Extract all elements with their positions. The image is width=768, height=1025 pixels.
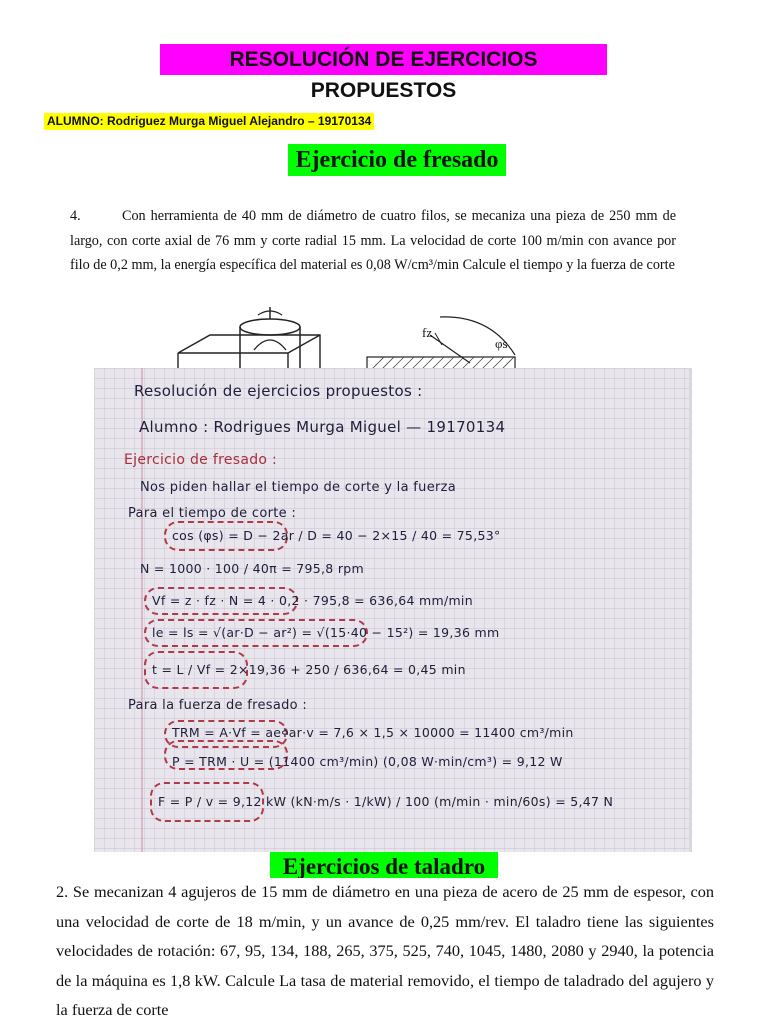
problem-number: 4. [70,208,81,224]
notebook-line-intro: Nos piden hallar el tiempo de corte y la fuerza [140,480,457,495]
notebook-line-time-section: Para el tiempo de corte : [128,506,297,521]
milling-problem-statement [70,204,676,278]
notebook-line-student: Alumno : Rodrigues Murga Miguel — 19170134 [139,418,506,436]
student-line [44,113,374,130]
student-label: ALUMNO: [47,114,104,128]
notebook-line-f: F = P / v = 9,12 kW (kN·m/s · 1/kW) / 100 (m/min · min/60s) = 5,47 N [158,794,614,809]
notebook-line-force-section: Para la fuerza de fresado : [128,698,308,713]
problem-text: Con herramienta de 40 mm de diámetro de cuatro filos, se mecaniza una pieza de 250 mm de largo, con corte axial de 76 mm y corte radial 15 mm. La velocidad de corte 100 m/min con avance por filo de 0,2 mm, la energía específica del material es 0,08 W/cm³/min Calcule el tiempo y la fuerza de corte [70,208,676,273]
notebook-line-le: le = ls = √(ar·D − ar²) = √(15·40 − 15²) = 19,36 mm [152,625,500,640]
notebook-line-title: Resolución de ejercicios propuestos : [134,382,423,400]
phi-label: φs [495,336,508,351]
milling-diagram-svg [170,305,525,375]
milling-diagram [170,305,525,375]
notebook-line-trm: TRM = A·Vf = aeߦar·v = 7,6 × 1,5 × 10000 = 11400 cm³/min [172,725,574,740]
notebook-line-p: P = TRM · U = (11400 cm³/min) (0,08 W·min/cm³) = 9,12 W [172,754,563,769]
notebook-line-vf: Vf = z · fz · N = 4 · 0,2 · 795,8 = 636,64 mm/min [152,593,473,608]
student-name: Rodriguez Murga Miguel Alejandro – 19170134 [107,114,372,128]
notebook-line-cos: cos (φs) = D − 2ar / D = 40 − 2×15 / 40 = 75,53° [172,528,501,543]
fz-label: fz [422,325,433,340]
drilling-heading: Ejercicios de taladro [270,852,498,878]
notebook-line-heading: Ejercicio de fresado : [124,452,278,468]
drilling-problem-statement: 2. Se mecanizan 4 agujeros de 15 mm de diámetro en una pieza de acero de 25 mm de espesor, con una velocidad de corte de 18 m/min, y un avance de 0,25 mm/rev. El taladro tiene las siguientes velocidades de rotación: 67, 95, 134, 188, 265, 375, 525, 740, 1045, 1480, 2080 y 2940, la potencia de la máquina es 1,8 kW. Calcule La tasa de material removido, el tiempo de taladrado del agujero y la fuerza de corte [56,882,714,1019]
document-title: RESOLUCIÓN DE EJERCICIOS PROPUESTOS [160,44,607,75]
milling-heading: Ejercicio de fresado [288,144,506,176]
handwritten-solution-photo [94,368,692,852]
notebook-line-t: t = L / Vf = 2×19,36 + 250 / 636,64 = 0,45 min [152,662,466,677]
notebook-line-rpm: N = 1000 · 100 / 40π = 795,8 rpm [140,561,364,576]
